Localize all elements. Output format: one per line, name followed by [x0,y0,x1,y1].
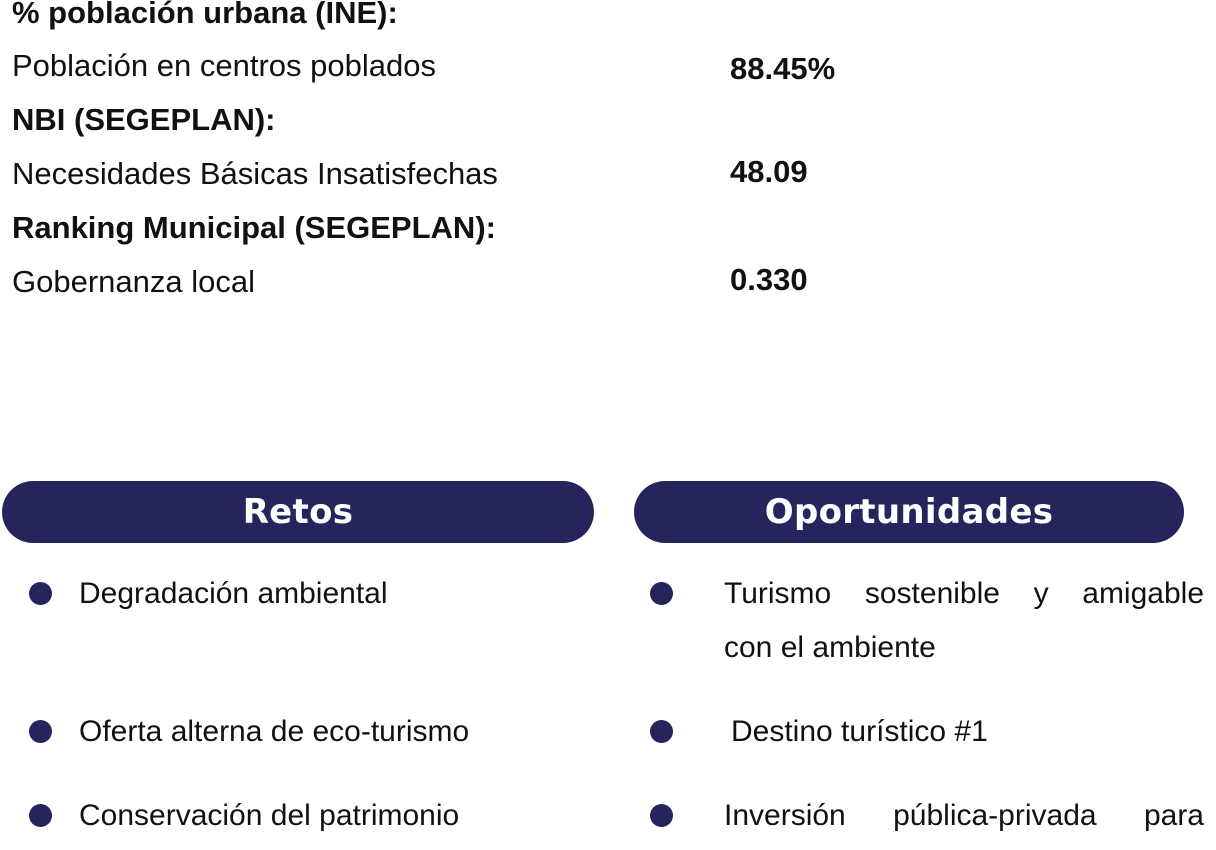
oportunidades-item-1-line2: con el ambiente [724,631,936,664]
retos-item-1: Degradación ambiental [79,577,388,610]
indicator-heading-urban: % población urbana (INE): [12,0,398,30]
bullet-icon [29,720,52,743]
retos-title: Retos [242,492,354,532]
indicator-value-urban: 88.45% [730,51,836,86]
indicator-value-ranking: 0.330 [730,262,808,297]
oportunidades-item-3-line1: Inversión pública-privada para [724,799,1204,832]
bullet-icon [650,582,673,605]
indicator-label-urban: Población en centros poblados [12,48,436,83]
indicator-heading-nbi: NBI (SEGEPLAN): [12,102,276,137]
oportunidades-item-2: Destino turístico #1 [731,715,988,748]
indicator-label-nbi: Necesidades Básicas Insatisfechas [12,156,498,191]
oportunidades-title: Oportunidades [764,492,1054,532]
oportunidades-header [634,481,1184,543]
bullet-icon [29,582,52,605]
retos-item-2: Oferta alterna de eco-turismo [79,715,470,748]
indicator-label-ranking: Gobernanza local [12,264,255,299]
bullet-icon [650,720,673,743]
oportunidades-item-1-line1: Turismo sostenible y amigable [724,577,1204,610]
retos-item-3: Conservación del patrimonio [79,799,460,832]
indicator-value-nbi: 48.09 [730,154,808,189]
bullet-icon [650,804,673,827]
bullet-icon [29,804,52,827]
retos-header [2,481,594,543]
indicator-heading-ranking: Ranking Municipal (SEGEPLAN): [12,210,496,245]
